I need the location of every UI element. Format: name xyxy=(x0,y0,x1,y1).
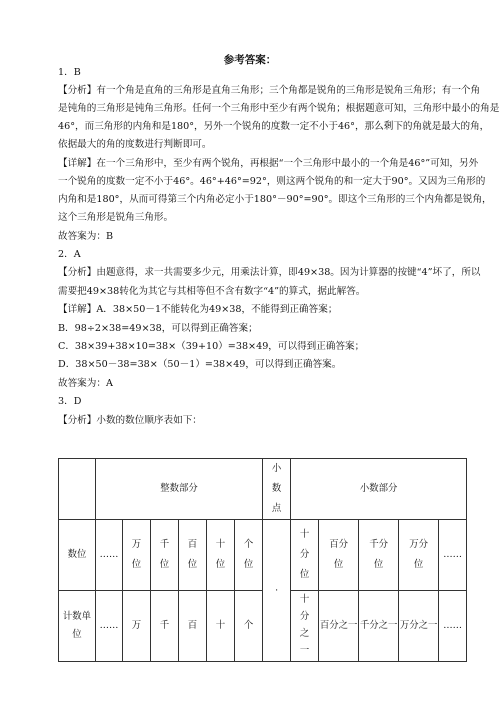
table-cell: 万分位 xyxy=(399,520,439,591)
answer-2-number: 2．A xyxy=(58,249,81,260)
answer-1-detail-line: 内角和是180°，从而可得第三个内角必定小于180°－90°=90°。即这个三角形的三个内角都是锐角， xyxy=(58,194,492,205)
table-cell: 百 xyxy=(179,591,207,662)
answer-1-detail-line: 一个锐角的度数一定不小于46°。46°+46°=92°，则这两个锐角的和一定大于90°。又因为三角形的 xyxy=(58,176,486,187)
answer-2-analysis-line: 【分析】由题意得，求一共需要多少元，用乘法计算，即49×38。因为计算器的按键“4”坏了，所以 xyxy=(58,267,481,278)
table-cell: …… xyxy=(439,520,467,591)
answer-1-analysis-line: 46°，而三角形的内角和是180°，另外一个锐角的度数一定不小于46°，那么剩下的角就是最大的角， xyxy=(58,121,490,132)
answer-2-detail-line: 【详解】A．38×50－1不能转化为49×38，不能得到正确答案； xyxy=(58,304,338,315)
table-cell: 万 xyxy=(123,591,151,662)
table-cell: 百分位 xyxy=(319,520,359,591)
row-label-units: 计数单位 xyxy=(59,591,96,662)
place-value-table xyxy=(58,458,467,662)
row-label-places: 数位 xyxy=(59,520,96,591)
answer-2-option-b: B．98÷2×38=49×38，可以得到正确答案； xyxy=(58,323,258,334)
table-cell: …… xyxy=(96,591,123,662)
answer-1-number: 1．B xyxy=(58,67,81,78)
table-cell: 万分之一 xyxy=(399,591,439,662)
page-title: 参考答案： xyxy=(223,54,277,66)
table-cell: 十分位 xyxy=(291,520,319,591)
table-cell: …… xyxy=(439,591,467,662)
table-cell: 千分之一 xyxy=(359,591,399,662)
decimal-point-cell: · xyxy=(263,520,291,662)
table-cell: 千位 xyxy=(151,520,179,591)
table-header-empty xyxy=(59,459,96,520)
answer-2-option-d: D．38×50－38=38×（50－1）=38×49，可以得到正确答案。 xyxy=(58,359,342,370)
answer-2-conclusion: 故答案为：A xyxy=(58,378,113,389)
table-cell: 百位 xyxy=(179,520,207,591)
table-cell: 十位 xyxy=(207,520,235,591)
table-cell: 十 xyxy=(207,591,235,662)
integer-part-header: 整数部分 xyxy=(96,459,263,520)
table-cell: 千分位 xyxy=(359,520,399,591)
decimal-point-header: 小数点 xyxy=(263,459,291,520)
table-cell: 百分之一 xyxy=(319,591,359,662)
table-cell: 万位 xyxy=(123,520,151,591)
answer-1-analysis-line: 【分析】有一个角是直角的三角形是直角三角形；三个角都是锐角的三角形是锐角三角形；有一个角 xyxy=(58,85,481,96)
table-cell: 个 xyxy=(235,591,263,662)
answer-3-number: 3．D xyxy=(58,396,82,407)
decimal-part-header: 小数部分 xyxy=(291,459,467,520)
answer-2-analysis-line: 需要把49×38转化为其它与其相等但不含有数字“4”的算式，据此解答。 xyxy=(58,286,366,297)
table-cell: 十分之一 xyxy=(291,591,319,662)
table-cell: …… xyxy=(96,520,123,591)
answer-3-analysis-line: 【分析】小数的数位顺序表如下： xyxy=(58,415,202,426)
answer-1-conclusion: 故答案为：B xyxy=(58,231,114,242)
table-cell: 千 xyxy=(151,591,179,662)
answer-2-option-c: C．38×39+38×10=38×（39+10）=38×49，可以得到正确答案； xyxy=(58,341,365,352)
answer-1-analysis-line: 依据最大的角的度数进行判断即可。 xyxy=(58,139,212,150)
answer-1-analysis-line: 是钝角的三角形是钝角三角形。任何一个三角形中至少有两个锐角；根据题意可知，三角形中最小的角是 xyxy=(58,103,500,114)
answer-1-detail-line: 这个三角形是锐角三角形。 xyxy=(58,212,174,223)
table-cell: 个位 xyxy=(235,520,263,591)
answer-1-detail-line: 【详解】在一个三角形中，至少有两个锐角，再根据“一个三角形中最小的一个角是46°”可知，另外 xyxy=(58,158,479,169)
